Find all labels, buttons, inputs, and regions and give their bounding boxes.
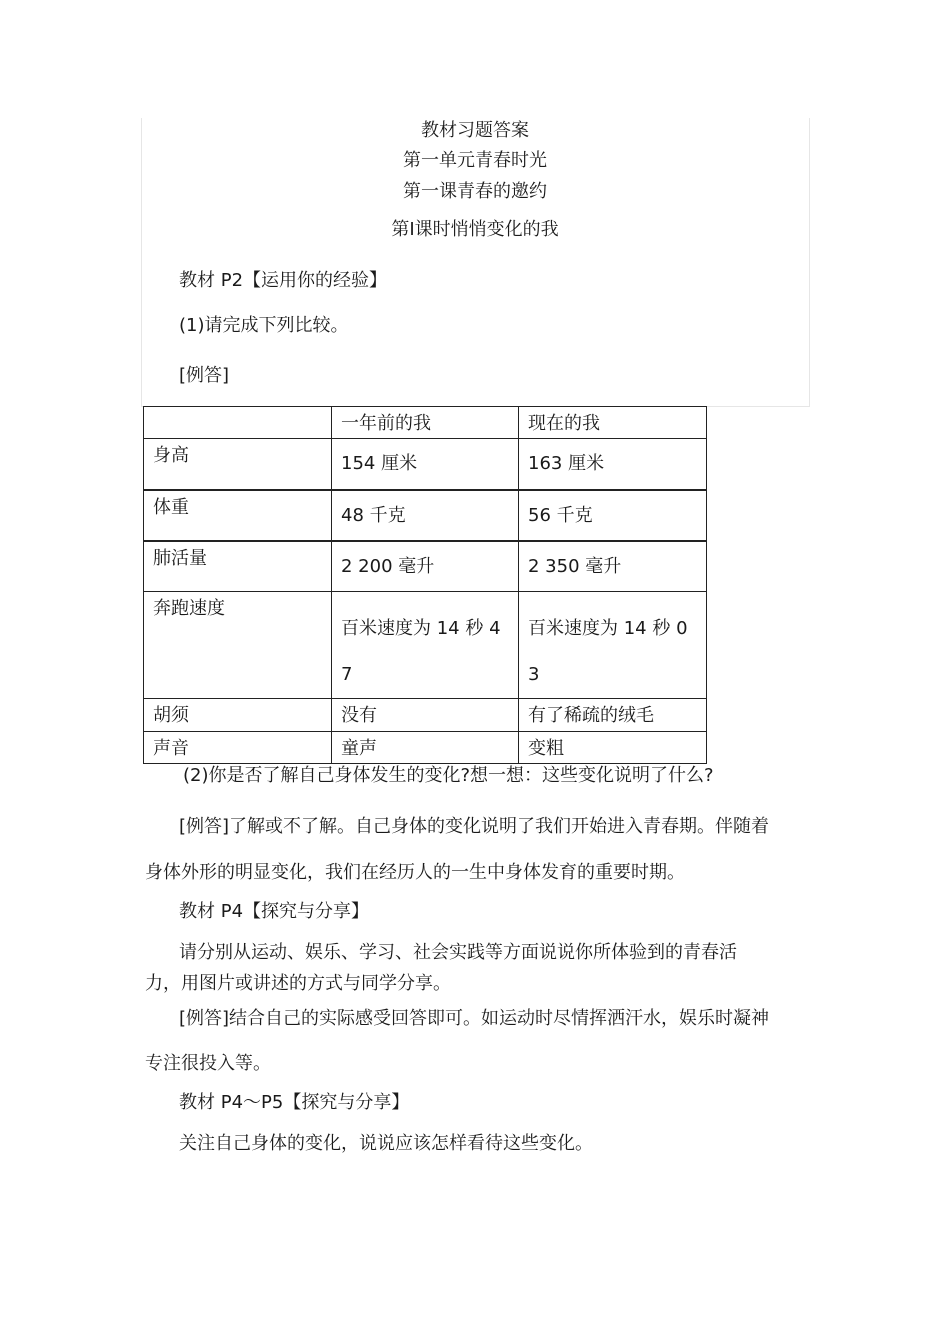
table-cell: 变粗 — [519, 732, 707, 764]
table-cell-label: 体重 — [144, 490, 332, 541]
table-cell: 没有 — [332, 699, 519, 732]
table-cell: 2 350 毫升 — [519, 541, 707, 592]
period-title: 第Ⅰ课时悄悄变化的我 — [391, 219, 559, 240]
table-cell-label: 声音 — [144, 732, 332, 764]
table-row — [144, 699, 707, 732]
table-row — [144, 592, 707, 699]
table-cell: 有了稀疏的绒毛 — [519, 699, 707, 732]
answer-2-line-2: 身体外形的明显变化，我们在经历人的一生中身体发育的重要时期。 — [145, 862, 685, 883]
table-cell: 百米速度为 14 秒 03 — [519, 592, 707, 699]
table-row — [144, 439, 707, 490]
table-cell-label: 身高 — [144, 439, 332, 490]
section-heading-p2: 教材 P2【运用你的经验】 — [179, 270, 388, 291]
table-header-cell — [144, 407, 332, 439]
question-2: (2)你是否了解自己身体发生的变化?想一想：这些变化说明了什么? — [183, 765, 714, 786]
section2-prompt-line-2: 力，用图片或讲述的方式与同学分享。 — [145, 973, 451, 994]
table-header-cell: 一年前的我 — [332, 407, 519, 439]
unit-title: 第一单元青春时光 — [403, 150, 547, 171]
section2-answer-line-2: 专注很投入等。 — [145, 1053, 271, 1074]
table-cell: 163 厘米 — [519, 439, 707, 490]
table-cell: 56 千克 — [519, 490, 707, 541]
table-header-cell: 现在的我 — [519, 407, 707, 439]
table-cell-label: 肺活量 — [144, 541, 332, 592]
table-cell: 154 厘米 — [332, 439, 519, 490]
section2-answer-line-1: [例答]结合自己的实际感受回答即可。如运动时尽情挥洒汗水，娱乐时凝神 — [179, 1008, 770, 1029]
lesson-title: 第一课青春的邀约 — [403, 181, 547, 202]
table-cell: 百米速度为 14 秒 47 — [332, 592, 519, 699]
table-row — [144, 732, 707, 764]
section2-prompt-line-1: 请分别从运动、娱乐、学习、社会实践等方面说说你所体验到的青春活 — [179, 942, 737, 963]
table-cell: 童声 — [332, 732, 519, 764]
section3-prompt: 关注自己身体的变化，说说应该怎样看待这些变化。 — [179, 1133, 593, 1154]
table-header-row — [144, 407, 707, 439]
table-cell-label: 奔跑速度 — [144, 592, 332, 699]
table-row — [144, 541, 707, 592]
table-cell: 48 千克 — [332, 490, 519, 541]
example-label: [例答] — [179, 365, 230, 386]
comparison-table — [143, 406, 707, 764]
answer-2-line-1: [例答]了解或不了解。自己身体的变化说明了我们开始进入青春期。伴随着 — [179, 816, 770, 837]
table-cell-label: 胡须 — [144, 699, 332, 732]
table-row — [144, 490, 707, 541]
question-1: (1)请完成下列比较。 — [179, 315, 349, 336]
section-heading-p4: 教材 P4【探究与分享】 — [179, 901, 370, 922]
section-heading-p4-p5: 教材 P4～P5【探究与分享】 — [179, 1092, 410, 1113]
table-cell: 2 200 毫升 — [332, 541, 519, 592]
document-title: 教材习题答案 — [421, 120, 529, 141]
